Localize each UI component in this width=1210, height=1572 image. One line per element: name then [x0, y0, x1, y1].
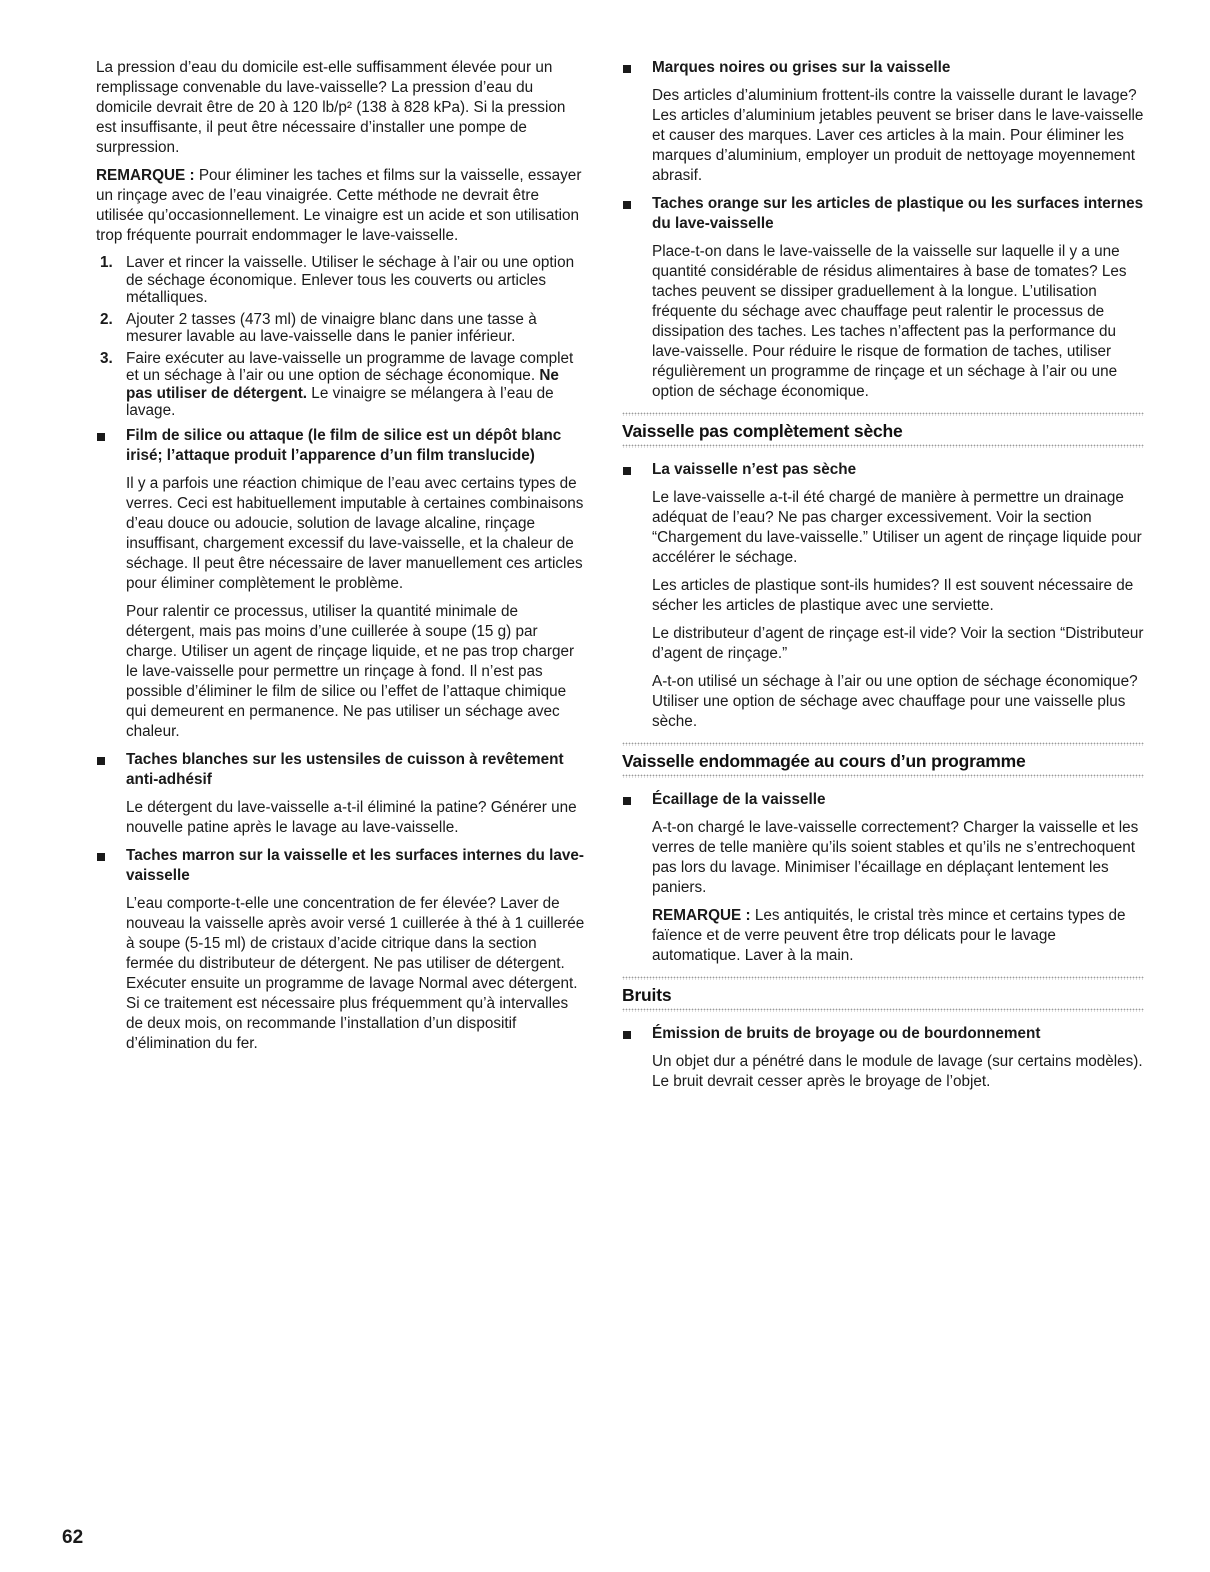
film-heading: Film de silice ou attaque (le film de silice est un dépôt blanc irisé; l’attaque produit l’apparence d’un film translucide)	[96, 426, 586, 466]
step-item	[96, 254, 586, 307]
step-item	[96, 311, 586, 346]
not-dry-paragraph-2: Les articles de plastique sont-ils humides? Il est souvent nécessaire de sécher les articles de plastique avec une serviette.	[652, 577, 1134, 614]
orange-stains-heading: Taches orange sur les articles de plastique ou les surfaces internes du lave-vaisselle	[622, 194, 1144, 234]
bullet-square-icon	[623, 467, 631, 475]
chipping-remark	[652, 906, 1144, 966]
not-dry-paragraph-1: Le lave-vaisselle a-t-il été chargé de manière à permettre un drainage adéquat de l’eau? Ne pas charger excessivement. Voir la section “Chargement du lave-vaisselle.” Utiliser un agent de rinçage liquide pour accélérer le séchage.	[652, 489, 1142, 566]
vinegar-steps-list	[96, 254, 586, 420]
remark-text: Pour éliminer les taches et films sur la vaisselle, essayer un rinçage avec de l’eau vinaigrée. Cette méthode ne devrait être utilisée qu’occasionnellement. Le vinaigre est un acide et son utilisation trop fréquente pourrait endommager le lave-vaisselle.	[96, 167, 582, 244]
section-dry-bar	[622, 412, 1144, 448]
bullet-square-icon	[97, 757, 105, 765]
film-paragraph-2: Pour ralentir ce processus, utiliser la quantité minimale de détergent, mais pas moins d’une cuillerée à soupe (15 g) par charge. Utiliser un agent de rinçage liquide, et ne pas trop charger le lave-vaisselle pour permettre un rinçage à fond. Il n’est pas possible d’éliminer le film de silice ou l’effet de l’attaque chimique qui demeurent en permanence. Ne pas utiliser un séchage avec chaleur.	[126, 602, 575, 740]
step-number: 2.	[100, 310, 113, 328]
remark-label: REMARQUE :	[652, 907, 751, 924]
noise-paragraph: Un objet dur a pénétré dans le module de lavage (sur certains modèles). Le bruit devrait cesser après le broyage de l’objet.	[652, 1053, 1143, 1090]
noise-heading: Émission de bruits de broyage ou de bourdonnement	[622, 1024, 1144, 1044]
bullet-square-icon	[97, 853, 105, 861]
bullet-square-icon	[623, 1031, 631, 1039]
step-number: 3.	[100, 349, 113, 367]
step-item	[96, 350, 586, 420]
section-title-damage: Vaisselle endommagée au cours d’un programme	[622, 751, 1026, 771]
white-stains-heading: Taches blanches sur les ustensiles de cuisson à revêtement anti-adhésif	[96, 750, 586, 790]
chipping-paragraph: A-t-on chargé le lave-vaisselle correctement? Charger la vaisselle et les verres de telle manière qu’ils soient stables et qu’ils ne s’entrechoquent pas lors du lavage. Minimiser l’écaillage en déplaçant lentement les paniers.	[652, 819, 1139, 896]
step-number: 1.	[100, 254, 113, 271]
brown-stains-heading: Taches marron sur la vaisselle et les surfaces internes du lave-vaisselle	[96, 846, 586, 886]
remark-text: Les antiquités, le cristal très mince et certains types de faïence et de verre peuvent être trop délicats pour le lavage automatique. Laver à la main.	[652, 907, 1126, 964]
bullet-square-icon	[623, 201, 631, 209]
film-paragraph-1: Il y a parfois une réaction chimique de l’eau avec certains types de verres. Ceci est habituellement imputable à certaines combinaisons d’eau douce ou adoucie, solution de lavage alcaline, rinçage insuffisant, chargement excessif du lave-vaisselle, et la chaleur de séchage. Il peut être nécessaire de laver manuellement ces articles pour éliminer complètement le problème.	[126, 474, 584, 592]
bullet-square-icon	[97, 433, 105, 441]
white-stains-paragraph: Le détergent du lave-vaisselle a-t-il éliminé la patine? Générer une nouvelle patine après le lavage au lave-vaisselle.	[126, 798, 577, 836]
intro-paragraph: La pression d’eau du domicile est-elle suffisamment élevée pour un remplissage convenable du lave-vaisselle? La pression d’eau du domicile devrait être de 20 à 120 lb/p² (138 à 828 kPa). Si la pression est insuffisante, il peut être nécessaire d’installer une pompe de surpression.	[96, 59, 566, 156]
brown-stains-paragraph: L’eau comporte-t-elle une concentration de fer élevée? Laver de nouveau la vaisselle après avoir versé 1 cuillerée à thé à 1 cuillerée à soupe (5-15 ml) de cristaux d’acide citrique dans la section fermée du distributeur de détergent. Ne pas utiliser de détergent. Exécuter ensuite un programme de lavage Normal avec détergent. Si ce traitement est nécessaire plus fréquemment qu’à intervalles de deux mois, on recommande l’installation d’un dispositif d’élimination du fer.	[126, 894, 585, 1052]
remark-paragraph	[96, 166, 586, 246]
step-text: Laver et rincer la vaisselle. Utiliser le séchage à l’air ou une option de séchage économique. Enlever tous les couverts ou articles métalliques.	[126, 254, 575, 306]
step-warning: Ne pas utiliser de détergent.	[126, 367, 559, 402]
remark-label: REMARQUE :	[96, 167, 195, 184]
black-marks-heading: Marques noires ou grises sur la vaisselle	[622, 58, 1144, 78]
black-marks-paragraph: Des articles d’aluminium frottent-ils contre la vaisselle durant le lavage? Les articles d’aluminium jetables peuvent se briser dans le lave-vaisselle et causer des marques. Laver ces articles à la main. Pour éliminer les marques d’aluminium, employer un produit de nettoyage moyennement abrasif.	[652, 87, 1144, 184]
chipping-heading: Écaillage de la vaisselle	[622, 790, 1144, 810]
step-text: Ajouter 2 tasses (473 ml) de vinaigre blanc dans une tasse à mesurer lavable au lave-vaisselle dans le panier inférieur.	[126, 310, 537, 345]
step-text: Faire exécuter au lave-vaisselle un programme de lavage complet et un séchage à l’air ou une option de séchage économique.	[126, 349, 574, 384]
orange-stains-paragraph: Place-t-on dans le lave-vaisselle de la vaisselle sur laquelle il y a une quantité considérable de résidus alimentaires à base de tomates? Les taches peuvent se dissiper graduellement à la longue. L’utilisation fréquente du séchage avec chauffage peut ralentir le processus de dissipation des taches. Les taches n’affectent pas la performance du lave-vaisselle. Pour réduire le risque de formation de taches, utiliser régulièrement un programme de rinçage et un séchage à l’air ou une option de séchage économique.	[652, 243, 1127, 400]
not-dry-paragraph-3: Le distributeur d’agent de rinçage est-il vide? Voir la section “Distributeur d’agent de rinçage.”	[652, 625, 1144, 662]
page-number: 62	[62, 1527, 84, 1548]
not-dry-paragraph-4: A-t-on utilisé un séchage à l’air ou une option de séchage économique? Utiliser une option de séchage avec chauffage pour une vaisselle plus sèche.	[652, 673, 1138, 730]
left-column	[96, 58, 586, 1062]
right-column	[622, 58, 1144, 1100]
bullet-square-icon	[623, 797, 631, 805]
section-title-dry: Vaisselle pas complètement sèche	[622, 421, 903, 441]
not-dry-heading: La vaisselle n’est pas sèche	[622, 460, 1144, 480]
step-text-after: Le vinaigre se mélangera à l’eau de lavage.	[126, 384, 554, 419]
section-noise-bar	[622, 976, 1144, 1012]
bullet-square-icon	[623, 65, 631, 73]
section-title-noise: Bruits	[622, 985, 672, 1005]
section-damage-bar	[622, 742, 1144, 778]
